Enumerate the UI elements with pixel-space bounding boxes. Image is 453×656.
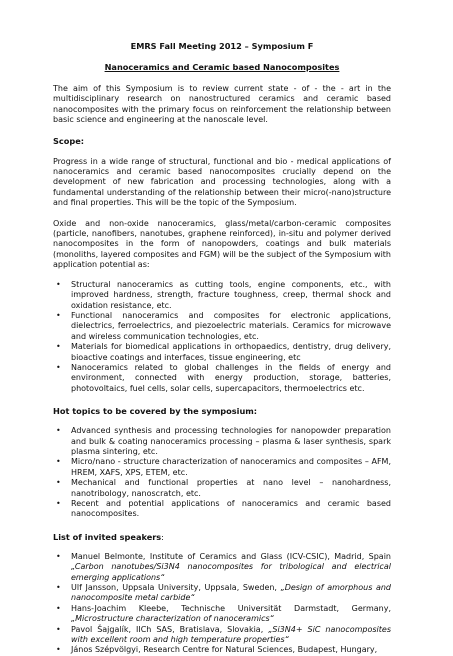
list-item (53, 645, 391, 655)
list-item: • Advanced synthesis and processing technologies for nanopowder preparation and bulk & coating nanoceramics processing – plasma & laser synthesis, spark plasma sintering, etc. (53, 426, 391, 457)
speaker-affiliation: János Szépvölgyi, Research Centre for Natural Sciences, Budapest, Hungary, (71, 645, 378, 655)
speakers-list (53, 552, 391, 656)
list-item: • Structural nanoceramics as cutting tools, engine components, etc., with improved hardness, strength, fracture toughness, creep, thermal shock and oxidation resistance, etc. (53, 280, 391, 311)
scope-heading: Scope: (53, 135, 85, 146)
list-item: • Micro/nano - structure characterization of nanoceramics and composites – AFM, HREM, XAFS, XPS, ETEM, etc. (53, 457, 391, 478)
list-item (53, 625, 391, 646)
symposium-subtitle: Nanoceramics and Ceramic based Nanocomposites (104, 62, 340, 72)
list-item (53, 604, 391, 625)
talk-title: „Design of amorphous and nanocomposite metal carbide“ (71, 583, 391, 603)
talk-title: „Si3N4+ SiC nanocomposites with excellent room and high temperature properties“ (71, 624, 391, 645)
list-item: • Materials for biomedical applications in orthopaedics, dentistry, drug delivery, bioactive coatings and interfaces, tissue engineering, etc (53, 342, 391, 363)
scope-paragraph-1: Progress in a wide range of structural, functional and bio - medical applications of nanoceramics and ceramic based nanocomposites crucially depend on the development of new fabrication and processing technologies, along with a fundamental understanding of the relationship between their micro(-nano)structure and final properties. This will be the topic of the Symposium. (53, 156, 391, 208)
scope-paragraph-2: Oxide and non-oxide nanoceramics, glass/metal/carbon-ceramic composites (particle, nanofibers, nanotubes, graphene reinforced), in-situ and polymer derived nanocomposites in the form of nanopowders, coatings and bulk materials (monoliths, layered composites and FGM) will be the subject of the Symposium with application potential as: (53, 218, 391, 270)
list-item: • Functional nanoceramics and composites for electronic applications, dielectrics, ferroelectrics, and piezoelectric materials. Ceramics for microwave and wireless communication technologies, etc. (53, 311, 391, 342)
speakers-heading-text: List of invited speakers (53, 531, 162, 542)
list-item (53, 583, 391, 604)
talk-title: „Carbon nanotubes/Si3N4 nanocomposites for tribological and electrical emerging applications“ (71, 562, 391, 582)
list-item: • Recent and potential applications of nanoceramics and ceramic based nanocomposites. (53, 499, 391, 520)
intro-paragraph: The aim of this Symposium is to review current state - of - the - art in the multidisciplinary research on nanostructured ceramics and ceramic based nanocomposites with the primary focus on reinforcement the relationship between basic science and engineering at the nanoscale level. (53, 84, 391, 125)
hot-topics-list (53, 426, 391, 520)
list-item (53, 552, 391, 583)
application-list (53, 280, 391, 394)
speaker-affiliation: Manuel Belmonte, Institute of Ceramics and Glass (ICV-CSIC), Madrid, Spain (71, 551, 391, 561)
speakers-heading (53, 532, 391, 543)
speaker-affiliation: Pavol Šajgalík, IICh SAS, Bratislava, Slovakia, (71, 624, 269, 634)
speaker-affiliation: Hans-Joachim Kleebe, Technische Universität Darmstadt, Germany, (71, 603, 391, 613)
speakers-heading-colon: : (161, 531, 164, 542)
speaker-affiliation: Ulf Jansson, Uppsala University, Uppsala, Sweden, (71, 583, 281, 593)
talk-title: „Microstructure characterization of nanoceramics“ (71, 614, 274, 624)
hot-topics-heading: Hot topics to be covered by the symposium: (53, 406, 258, 417)
list-item: • Nanoceramics related to global challenges in the fields of energy and environment, connected with energy production, storage, batteries, photovoltaics, fuel cells, solar cells, supercapacitors, thermoelectrics etc. (53, 363, 391, 394)
document-title: EMRS Fall Meeting 2012 – Symposium F (130, 41, 314, 51)
list-item: • Mechanical and functional properties at nano level – nanohardness, nanotribology, nanoscratch, etc. (53, 478, 391, 499)
